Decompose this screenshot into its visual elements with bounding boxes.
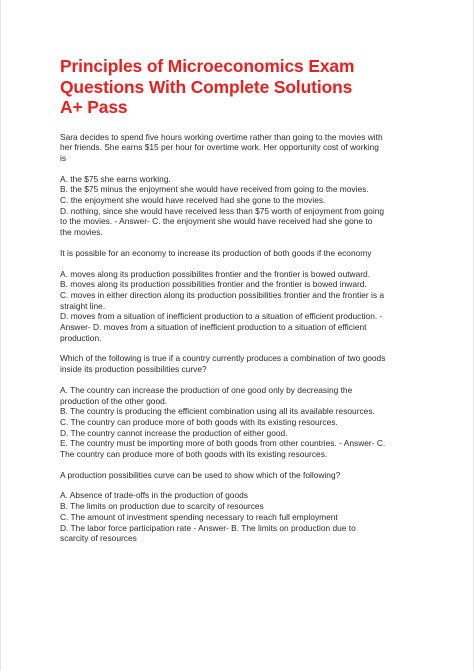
text-line: D. The labor force participation rate - Answer- B. The limits on production due to	[60, 522, 356, 533]
text-line: production of the other good.	[60, 395, 168, 406]
text-line: Which of the following is true if a country currently produces a combination of two goods	[60, 353, 386, 364]
text-line: her friends. She earns $15 per hour for overtime work. Her opportunity cost of working	[60, 142, 379, 153]
text-line: C. The country can produce more of both goods with its existing resources.	[60, 416, 338, 427]
text-line: scarcity of resources	[60, 533, 137, 544]
question-2	[60, 248, 433, 259]
text-line: Sara decides to spend five hours working overtime rather than going to the movies with	[60, 131, 383, 142]
text-line: The country can produce more of both goods with its existing resources.	[60, 449, 328, 460]
text-line: B. moves along its production possibilities frontier and the frontier is bowed inward.	[60, 279, 367, 290]
title-line: Principles of Microeconomics Exam	[60, 56, 355, 76]
text-line: Answer- D. moves from a situation of inefficient production to a situation of efficient	[60, 322, 367, 333]
text-line: E. The country must be importing more of both goods from other countries. - Answer- C.	[60, 438, 386, 449]
document-title	[60, 56, 433, 118]
answers-4	[60, 490, 433, 544]
answers-3	[60, 385, 433, 460]
text-line: C. moves in either direction along its production possibilities frontier and the frontier is a	[60, 289, 384, 300]
text-line: B. The limits on production due to scarcity of resources	[60, 501, 264, 512]
answers-2	[60, 269, 433, 344]
text-line: the movies.	[60, 227, 103, 238]
text-line: A. moves along its production possibilites frontier and the frontier is bowed outward.	[60, 268, 371, 279]
text-line: inside its production possibilities curve?	[60, 364, 207, 375]
text-line: A production possibilities curve can be used to show which of the following?	[60, 469, 341, 480]
text-line: It is possible for an economy to increase its production of both goods if the economy	[60, 247, 372, 258]
text-line: A. the $75 she earns working.	[60, 173, 171, 184]
text-line: C. the enjoyment she would have received had she gone to the movies.	[60, 195, 326, 206]
question-1	[60, 132, 433, 164]
text-line: C. The amount of investment spending necessary to reach full employment	[60, 511, 338, 522]
question-3	[60, 353, 433, 374]
text-line: production.	[60, 332, 102, 343]
text-line: A. The country can increase the production of one good only by decreasing the	[60, 384, 353, 395]
text-line: to the movies. - Answer- C. the enjoyment she would have received had she gone to	[60, 216, 373, 227]
title-line: Questions With Complete Solutions	[60, 76, 353, 97]
text-line: D. The country cannot increase the production of either good.	[60, 427, 288, 438]
text-line: A. Absence of trade-offs in the production of goods	[60, 490, 248, 501]
question-4	[60, 470, 433, 481]
text-line: D. nothing, since she would have received less than $75 worth of enjoyment from going	[60, 205, 385, 216]
text-line: is	[60, 152, 67, 163]
answers-1	[60, 174, 433, 238]
text-line: B. the $75 minus the enjoyment she would have received from going to the movies.	[60, 184, 369, 195]
text-line: B. The country is producing the efficient combination using all its available resources.	[60, 406, 375, 417]
text-line: D. moves from a situation of inefficient production to a situation of efficient production. -	[60, 311, 383, 322]
text-line: straight line.	[60, 300, 106, 311]
title-line: A+ Pass	[60, 97, 128, 117]
